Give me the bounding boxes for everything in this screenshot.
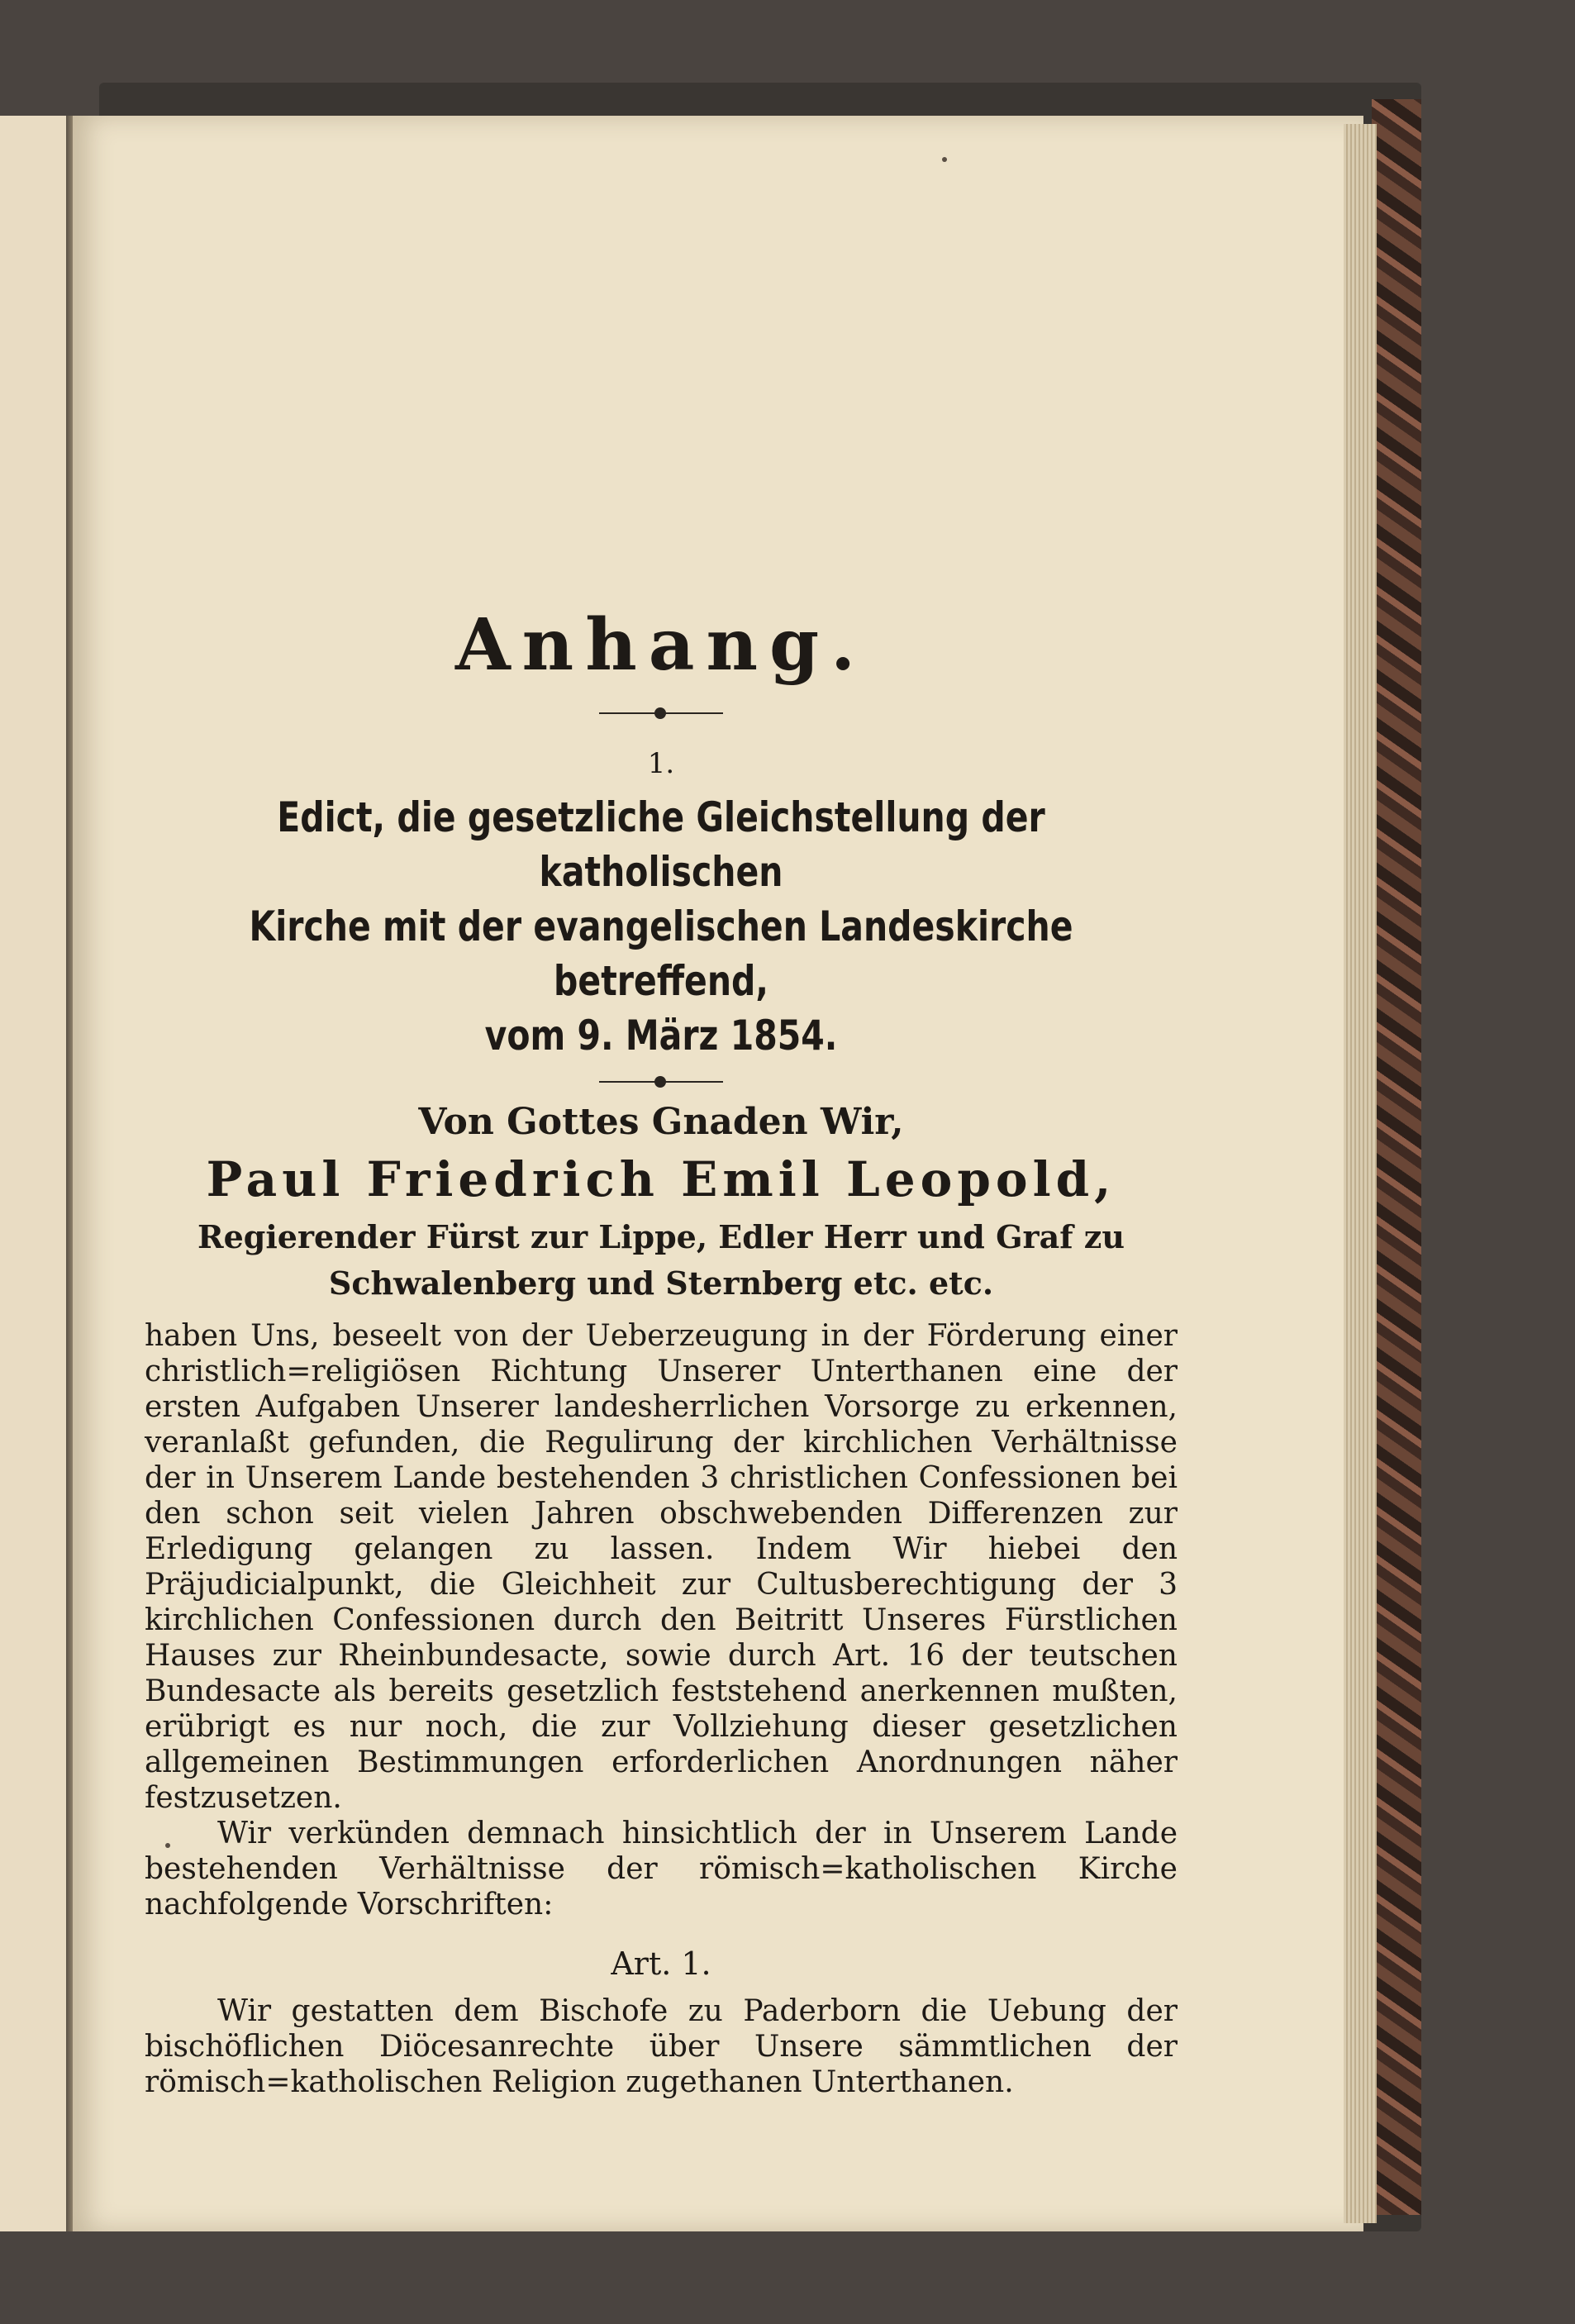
heading-line: Kirche mit der evangelischen Landeskirche betreffend,: [249, 902, 1073, 1005]
ruler-titles: [145, 1214, 1178, 1307]
appendix-title: Anhang.: [454, 603, 868, 687]
ruler-title-line: Schwalenberg und Sternberg etc. etc.: [328, 1264, 994, 1302]
ornamental-rule-top: [599, 712, 723, 714]
body-paragraph-1: haben Uns, beseelt von der Ueberzeugung in der Förderung einer christlich=religiösen Richtung Unserer Unterthanen eine der ersten Aufgaben Unserer landesherrlichen Vorsorge zu erkennen, veranlaßt gefunden, die Regulirung der kirchlichen Verhältnisse der in Unserem Lande bestehenden 3 christlichen Confessionen bei den schon seit vielen Jahren obschwebenden Differenzen zur Erledigung gelangen zu lassen. Indem Wir hiebei den Präjudicialpunkt, die Gleichheit zur Cultusberechtigung der 3 kirchlichen Confessionen durch den Beitritt Unseres Fürstlichen Hauses zur Rheinbundesacte, sowie durch Art. 16 der teutschen Bundesacte als bereits gesetzlich feststehend anerkennen mußten, erübrigt es nur noch, die zur Vollziehung dieser gesetzlichen allgemeinen Bestimmungen erforderlichen Anordnungen näher festzusetzen.: [145, 1319, 1178, 1815]
marbled-cover-edge: [1372, 99, 1421, 2215]
heading-line: vom 9. März 1854.: [484, 1012, 838, 1060]
page-stack-edges: [1344, 124, 1377, 2223]
heading-line: Edict, die gesetzliche Gleichstellung der katholischen: [277, 793, 1045, 896]
section-number: 1.: [647, 747, 675, 780]
body-paragraph-2: Wir verkünden demnach hinsichtlich der in Unserem Lande bestehenden Verhältnisse der römisch=katholischen Kirche nachfolgende Vorschriften:: [145, 1817, 1178, 1922]
article-heading: Art. 1.: [611, 1945, 711, 1982]
by-grace-line: Von Gottes Gnaden Wir,: [418, 1101, 904, 1143]
ornamental-rule-bottom: [599, 1081, 723, 1083]
article-text: Wir gestatten dem Bischofe zu Paderborn die Uebung der bischöflichen Diöcesanrechte über Unsere sämmtlichen der römisch=katholischen Religion zugethanen Unterthanen.: [145, 1994, 1178, 2099]
page-speck: [165, 1843, 170, 1848]
ruler-name: Paul Friedrich Emil Leopold,: [206, 1151, 1116, 1207]
page-content: [145, 479, 1178, 2100]
edict-heading: [204, 790, 1119, 1063]
page-speck: [942, 157, 947, 162]
ruler-title-line: Regierender Fürst zur Lippe, Edler Herr und Graf zu: [197, 1218, 1125, 1255]
left-page-edge: [0, 116, 69, 2231]
